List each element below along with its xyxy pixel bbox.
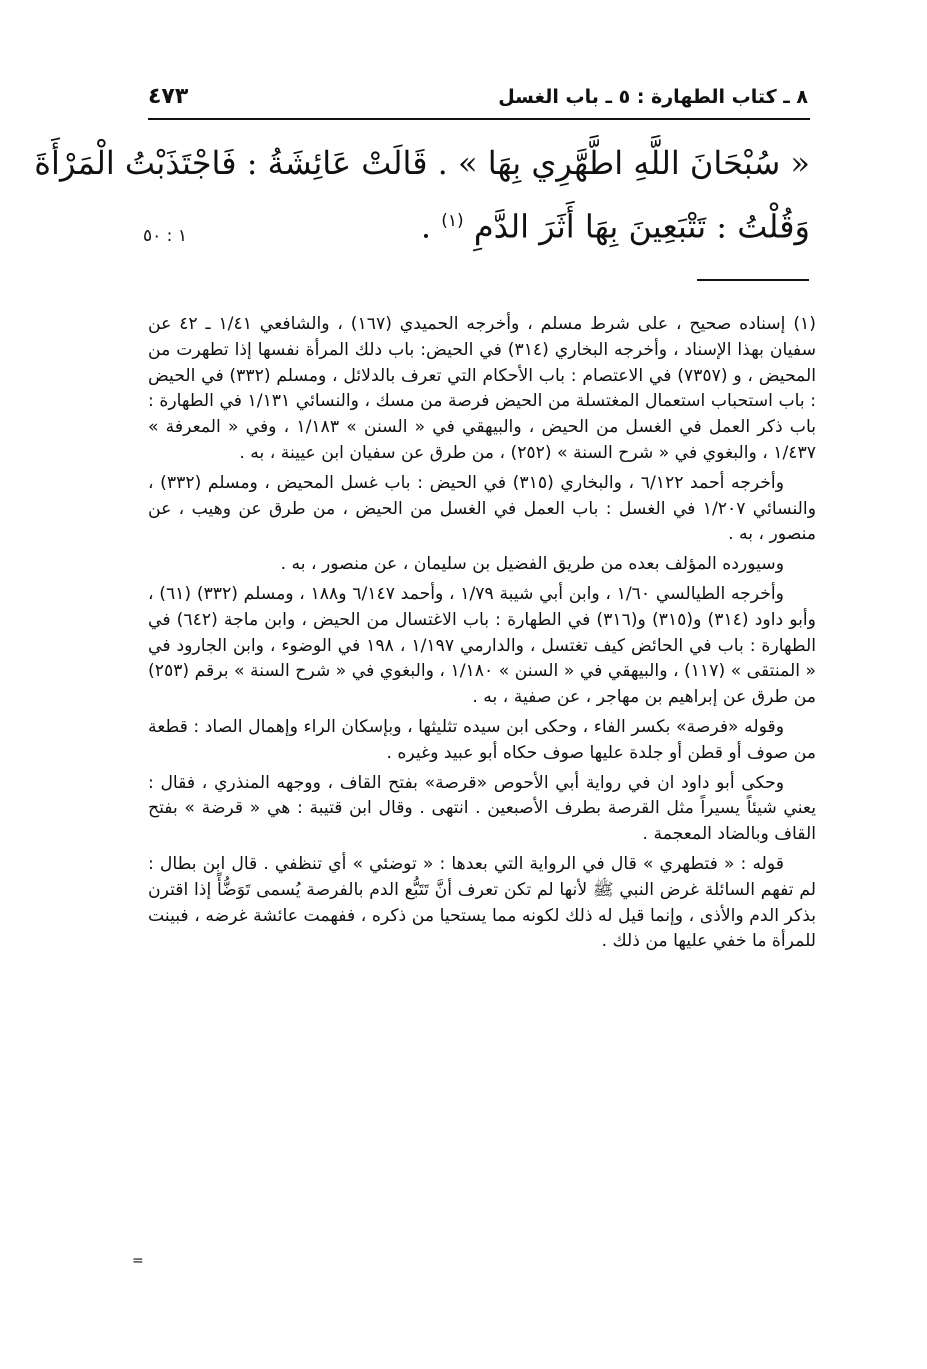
footnote-paragraph: وسيورده المؤلف بعده من طريق الفضيل بن سليمان ، عن منصور ، به . [280, 554, 784, 575]
footnote-paragraph: وأخرجه الطيالسي ١/٦٠ ، وابن أبي شيبة ١/٧٩ ، وأحمد ٦/١٤٧ و١٨٨ ، ومسلم (٣٣٢) (٦١) ، وأبو داود (٣١٤) و(٣١٥) و(٣١٦) في الطهارة : باب الاغتسال من الحيض ، وابن ماجة (٦٤٢) في الطهارة : باب في الحائض كيف تغتسل ، والدارمي ١/١٩٧ ، ١٩٨ في الوضوء ، وابن الجارود في « المنتقى » (١١٧) ، والبيهقي في « السنن » ١/١٨٠ ، والبغوي في « شرح السنة » برقم (٢٥٣) من طرق عن إبراهيم بن مهاجر ، عن صفية ، به . [148, 583, 816, 708]
footnote-paragraph: وأخرجه أحمد ٦/١٢٢ ، والبخاري (٣١٥) في الحيض : باب غسل المحيض ، ومسلم (٣٣٢) ، والنسائي ١/٢٠٧ في الغسل : باب العمل في الغسل من الحيض ، من طرق عن وهيب ، عن منصور ، به . [148, 472, 816, 545]
footnote-paragraph: وحكى أبو داود ان في رواية أبي الأحوص «قرصة» بفتح القاف ، ووجهه المنذري ، فقال : يعني شيئاً يسيراً مثل القرصة بطرف الأصبعين . انتهى . وقال ابن قتيبة : هي « قرضة » بفتح القاف وبالضاد المعجمة . [148, 772, 816, 845]
hadith-line-2-end: . [420, 207, 442, 246]
footnote-paragraph: وقوله «فرصة» بكسر الفاء ، وحكى ابن سيده تثليثها ، وبإسكان الراء وإهمال الصاد : قطعة من صوف أو قطن أو جلدة عليها صوف حكاه أبو عبيد وغيره . [148, 716, 816, 763]
page-header [148, 86, 808, 114]
footnote-rule [697, 279, 809, 281]
footnote-marker: (١) [793, 314, 816, 334]
side-reference: ١ : ٥٠ [143, 226, 187, 246]
page-number: ٤٧٣ [148, 84, 189, 109]
footnote-reference: (١) [441, 211, 464, 231]
footnotes [148, 312, 816, 959]
running-title: ٨ ـ كتاب الطهارة : ٥ ـ باب الغسل [498, 86, 808, 108]
continuation-mark: = [132, 1253, 144, 1269]
footnote-paragraph: قوله : « فتطهري » قال في الرواية التي بعدها : « توضئي » أي تنظفي . قال ابن بطال : لم تفهم السائلة غرض النبي ﷺ لأنها لم تكن تعرف أنَّ تَتَبُّع الدم بالفرصة يُسمى تَوَضُّأً إذا اقترن بذكر الدم والأذى ، وإنما قيل له ذلك لكونه مما يستحيا من ذكره ، ففهمت عائشة غرضه ، فبينت للمرأة ما خفي عليها من ذلك . [148, 853, 816, 952]
hadith-line-2-text: وَقُلْتُ : تَتْبَعِينَ بِهَا أَثَرَ الدَّمِ [473, 207, 810, 246]
hadith-line-1: « سُبْحَانَ اللَّهِ اطَّهَّرِي بِهَا » . قَالَتْ عَائِشَةُ : فَاجْتَذَبْتُ الْمَرْأَةَ [34, 144, 810, 182]
footnote-paragraph [148, 312, 816, 467]
footnote-paragraph-text: إسناده صحيح ، على شرط مسلم ، وأخرجه الحميدي (١٦٧) ، والشافعي ١/٤١ ـ ٤٢ عن سفيان بهذا الإسناد ، وأخرجه البخاري (٣١٤) في الحيض: باب دلك المرأة نفسها إذا تطهرت من المحيض ، و (٧٣٥٧) في الاعتصام : باب الأحكام التي تعرف بالدلائل ، ومسلم (٣٣٢) في الحيض : باب استحباب استعمال المغتسلة من الحيض فرصة من مسك ، والنسائي ١/١٣١ في الطهارة : باب ذكر العمل في الغسل من الحيض ، والبيهقي في « السنن » ١/١٨٣ ، وفي « المعرفة » ١/٤٣٧ ، والبغوي في « شرح السنة » (٢٥٢) ، من طرق عن سفيان ابن عيينة ، به . [148, 314, 817, 463]
hadith-line-2 [178, 192, 810, 256]
header-rule [148, 118, 810, 120]
